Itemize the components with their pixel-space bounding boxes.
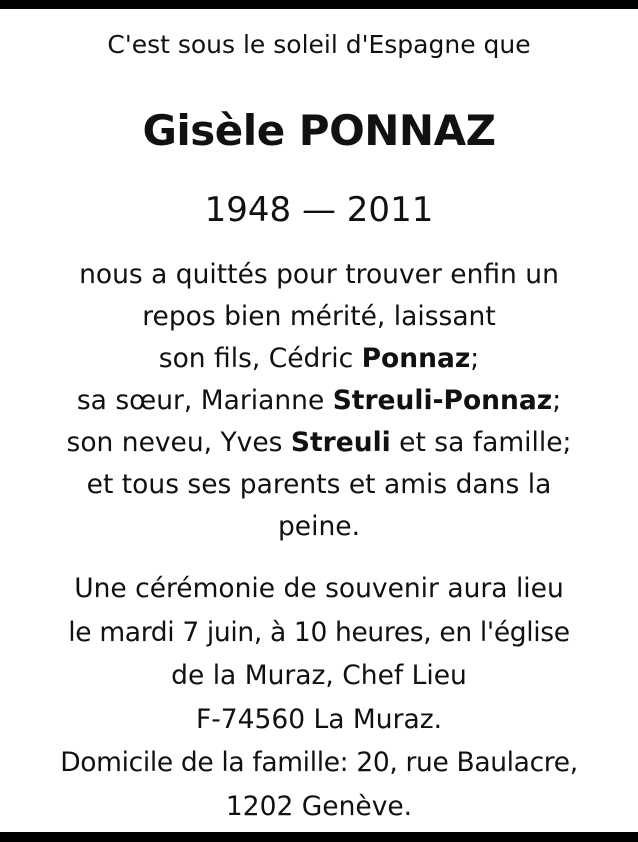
survivor-suffix: et sa famille; (390, 427, 572, 458)
survivor-son-line (0, 338, 638, 380)
family-address-line: Domicile de la famille: 20, rue Baulacre, (60, 747, 578, 778)
deceased-name: Gisèle PONNAZ (142, 106, 496, 155)
survivor-relation: son fils, Cédric (158, 343, 362, 374)
announcement-line: repos bien mérité, laissant (142, 301, 496, 332)
announcement-line: nous a quittés pour trouver enfin un (79, 259, 559, 290)
survivor-nephew-line (0, 422, 638, 464)
ceremony-details (0, 567, 638, 828)
bottom-border-rule (0, 832, 638, 842)
survivor-surname: Streuli (290, 427, 391, 458)
top-border-rule (0, 0, 638, 9)
survivor-relation: son neveu, Yves (66, 427, 291, 458)
announcement-line: et tous ses parents et amis dans la (86, 469, 552, 500)
ceremony-location-line: de la Muraz, Chef Lieu (171, 660, 467, 691)
life-dates: 1948 — 2011 (204, 190, 434, 230)
punctuation: ; (552, 385, 562, 416)
ceremony-line: Une cérémonie de souvenir aura lieu (74, 573, 564, 604)
ceremony-postcode-line: F-74560 La Muraz. (195, 703, 443, 735)
punctuation: ; (470, 343, 480, 374)
survivor-surname: Streuli-Ponnaz (332, 385, 553, 416)
intro-line: C'est sous le soleil d'Espagne que (107, 30, 531, 59)
family-city-line: 1202 Genève. (225, 790, 413, 822)
survivor-relation: sa sœur, Marianne (76, 385, 333, 416)
survivor-surname: Ponnaz (361, 343, 471, 374)
announcement-line: peine. (277, 511, 360, 542)
announcement-text (0, 254, 638, 548)
survivor-sister-line (0, 380, 638, 422)
ceremony-date-line: le mardi 7 juin, à 10 heures, en l'église (68, 616, 570, 648)
